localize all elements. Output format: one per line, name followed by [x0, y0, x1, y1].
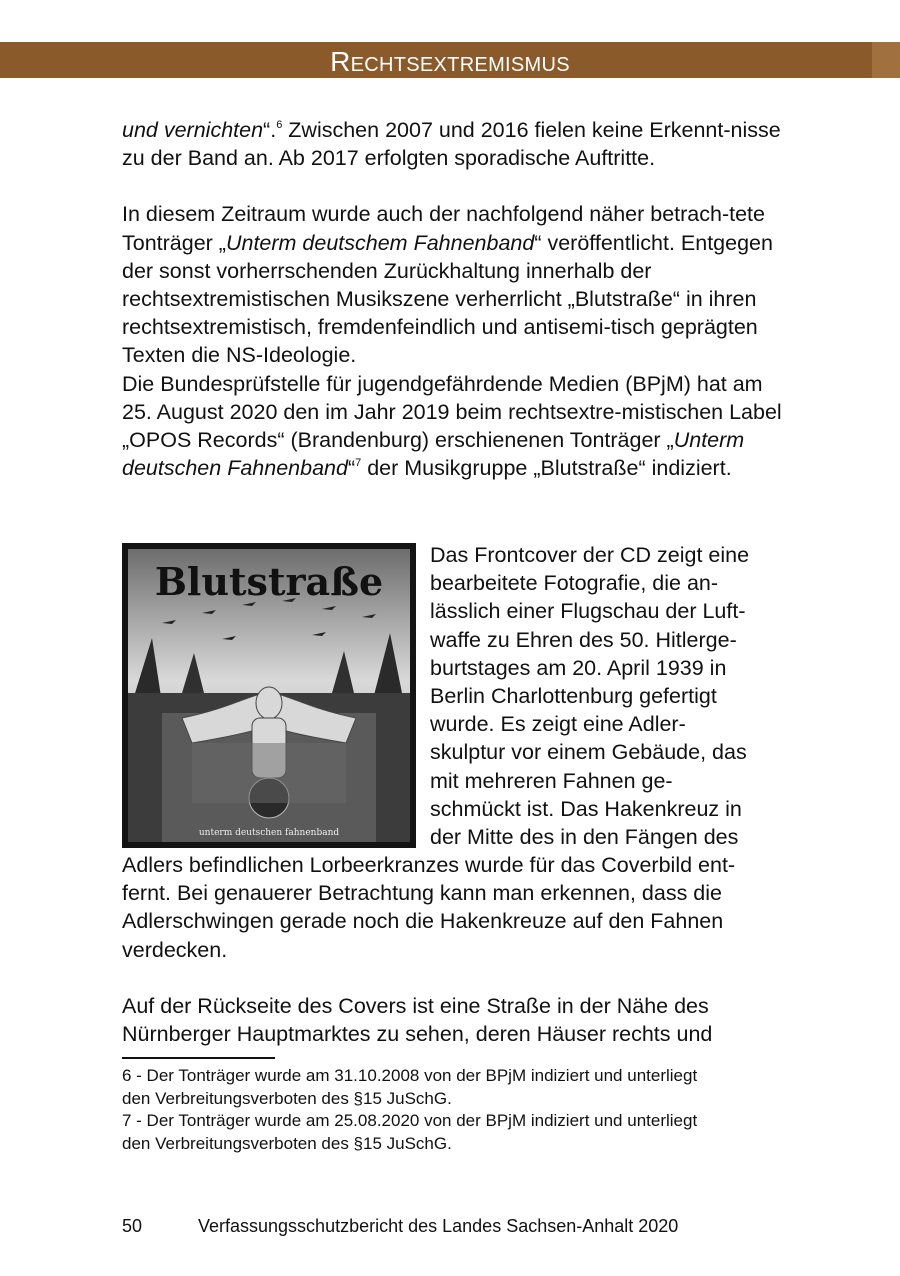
- album-title-italic: Unterm deutschem Fahnenband: [225, 230, 535, 255]
- paragraph-3-a: Die Bundesprüfstelle für jugendgefährdende Medien (BPjM) hat am 25. August 2020 den im Jahr 2019 beim rechtsextre-mistischen Label „OPOS Records“ (Brandenburg) erschienenen Tonträger „: [122, 371, 782, 453]
- float-line: skulptur vor einem Gebäude, das: [430, 740, 747, 765]
- float-line: der Mitte des in den Fängen des: [430, 825, 739, 850]
- cover-description: [430, 541, 790, 851]
- float-line: bearbeitete Fotografie, die an-: [430, 571, 719, 596]
- footnote-ref-7: 7: [355, 457, 362, 470]
- float-line: Das Frontcover der CD zeigt eine: [430, 543, 750, 567]
- quote-close: “.: [263, 118, 277, 142]
- paragraph-2-a: In diesem Zeitraum wurde auch der nachfolgend näher betrach-tete Tonträger „: [122, 202, 765, 255]
- after-line: Adlerschwingen gerade noch die Hakenkreuze auf den Fahnen: [122, 909, 724, 934]
- footnote-6-line-2: den Verbreitungsverboten des §15 JuSchG.: [122, 1088, 452, 1108]
- footnote-6-line-1: 6 - Der Tonträger wurde am 31.10.2008 von der BPjM indiziert und unterliegt: [122, 1066, 698, 1085]
- paragraph-2: [122, 200, 782, 369]
- cover-album-name: unterm deutschen fahnenband: [198, 828, 340, 838]
- publication-title: Verfassungsschutzbericht des Landes Sachsen-Anhalt 2020: [198, 1216, 679, 1236]
- last-line: Nürnberger Hauptmarktes zu sehen, deren Häuser rechts und: [122, 1022, 713, 1047]
- float-line: Berlin Charlottenburg gefertigt: [430, 684, 717, 709]
- paragraph-2-b: “ veröffentlicht. Entgegen der sonst vorherrschenden Zurückhaltung innerhalb der rechtsextremistischen Musikszene verherrlicht „Blutstraße“ in ihren rechtsextremistisch, fremdenfeindlich und antisemi-tisch geprägten Texten die NS-Ideologie.: [122, 230, 773, 368]
- float-line: lässlich einer Flugschau der Luft-: [430, 599, 746, 624]
- footnote-7-line-1: 7 - Der Tonträger wurde am 25.08.2020 von der BPjM indiziert und unterliegt: [122, 1111, 698, 1130]
- paragraph-3-b: “: [347, 456, 356, 481]
- float-line: mit mehreren Fahnen ge-: [430, 768, 673, 793]
- footnote-ref-6: 6: [276, 119, 283, 131]
- album-title-italic-2: Unterm deutschen Fahnenband: [122, 428, 745, 481]
- page-footer: [122, 1214, 822, 1238]
- last-line: Auf der Rückseite des Covers ist eine Straße in der Nähe des: [122, 993, 709, 1018]
- paragraph-1-rest: Zwischen 2007 und 2016 fielen keine Erkennt-nisse zu der Band an. Ab 2017 erfolgten sporadische Auftritte.: [122, 118, 781, 171]
- paragraph-3: [122, 370, 782, 483]
- after-line: Adlers befindlichen Lorbeerkranzes wurde für das Coverbild ent-: [122, 853, 736, 877]
- cover-description-continued: [122, 851, 792, 1048]
- intro-text: [122, 116, 782, 482]
- section-title: Rechtsextremismus: [330, 46, 570, 77]
- cd-cover-image: [122, 543, 416, 848]
- after-line: verdecken.: [122, 937, 228, 962]
- page-number: 50: [122, 1216, 143, 1236]
- footnotes: [122, 1065, 782, 1155]
- float-line: burtstages am 20. April 1939 in: [430, 655, 727, 680]
- paragraph-1: [122, 116, 782, 172]
- footnote-7-line-2: den Verbreitungsverboten des §15 JuSchG.: [122, 1133, 452, 1153]
- quote-italic: und vernichten: [122, 118, 264, 142]
- float-line: schmückt ist. Das Hakenkreuz in: [430, 796, 742, 821]
- paragraph-3-c: der Musikgruppe „Blutstraße“ indiziert.: [361, 456, 732, 481]
- cover-band-name: Blutstraße: [154, 559, 384, 604]
- after-line: fernt. Bei genauerer Betrachtung kann man erkennen, dass die: [122, 881, 722, 906]
- float-line: waffe zu Ehren des 50. Hitlerge-: [430, 627, 737, 652]
- footnote-divider: [122, 1057, 275, 1059]
- float-line: wurde. Es zeigt eine Adler-: [430, 712, 686, 737]
